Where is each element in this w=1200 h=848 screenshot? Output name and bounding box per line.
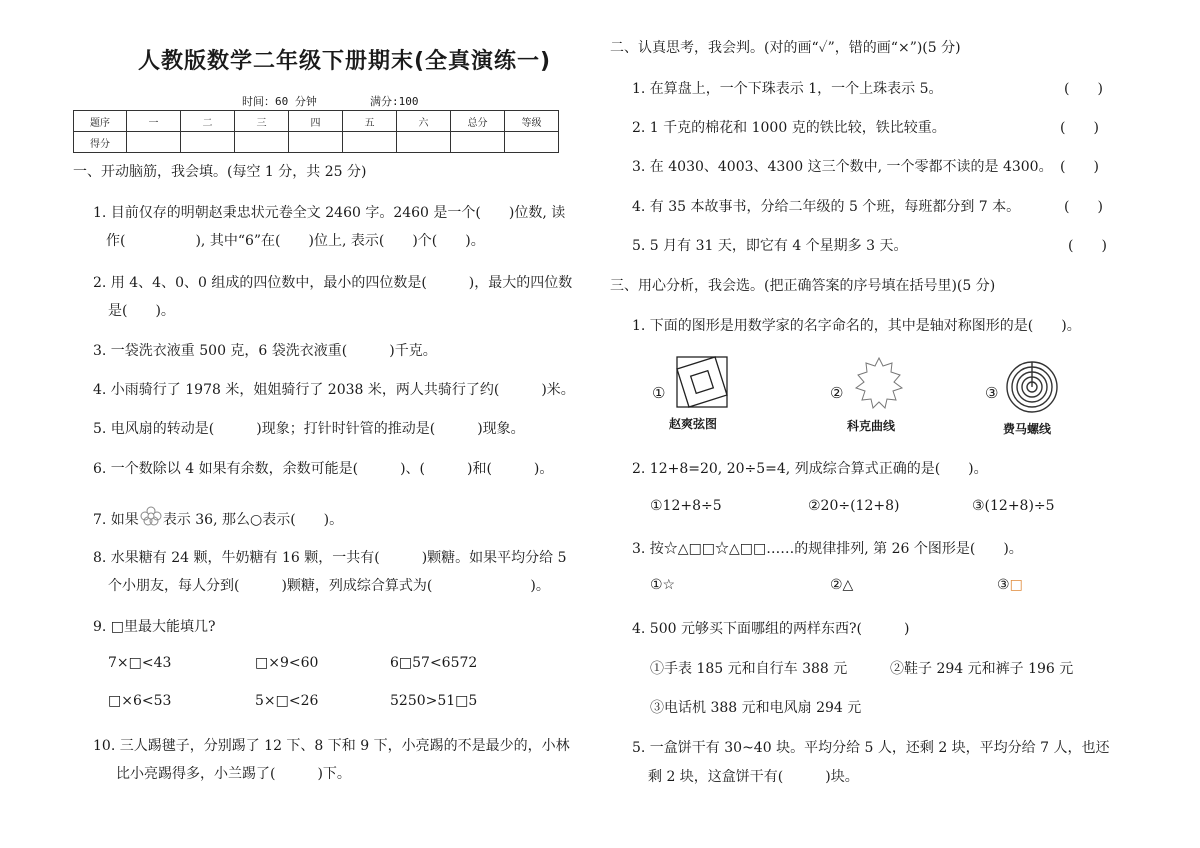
judge-answer-paren[interactable]: ( ) [1064, 199, 1103, 215]
question-6: 6. 一个数除以 4 如果有余数，余数可能是( )、( )和( )。 [93, 461, 554, 477]
choice-3-option[interactable]: ②△ [830, 577, 854, 593]
question-8-line-1: 8. 水果糖有 24 颗，牛奶糖有 16 颗，一共有( )颗糖。如果平均分给 5 [93, 550, 567, 566]
score-input-cell[interactable] [127, 132, 181, 153]
choice-question-4: 4. 500 元够买下面哪组的两样东西?( ) [632, 621, 910, 637]
judge-question-1: 1. 在算盘上，一个下珠表示 1，一个上珠表示 5。 [632, 81, 943, 97]
table-cell: 题序 [74, 111, 127, 132]
question-9-item: 6□57<6572 [390, 655, 478, 671]
question-9-item: 7×□<43 [108, 655, 172, 671]
orange-square-icon: □ [1009, 577, 1023, 593]
question-8-line-2: 个小朋友，每人分到( )颗糖，列成综合算式为( )。 [108, 578, 550, 594]
choice-2-option[interactable]: ②20÷(12+8) [808, 498, 900, 514]
choice-question-2: 2. 12+8=20, 20÷5=4, 列成综合算式正确的是( )。 [632, 461, 988, 477]
table-cell: 二 [181, 111, 235, 132]
score-input-cell[interactable] [343, 132, 397, 153]
judge-question-5: 5. 5 月有 31 天，即它有 4 个星期多 3 天。 [632, 238, 908, 254]
option-number: ③ [985, 384, 999, 402]
zhao-shuang-diagram-icon [675, 355, 729, 413]
choice-question-5-line-2: 剩 2 块，这盒饼干有( )块。 [648, 769, 859, 785]
option-number: ② [830, 384, 844, 402]
choice-4-option[interactable]: ③电话机 388 元和电风扇 294 元 [650, 700, 862, 716]
table-cell: 总分 [451, 111, 505, 132]
judge-answer-paren[interactable]: ( ) [1060, 120, 1099, 136]
judge-answer-paren[interactable]: ( ) [1064, 81, 1103, 97]
score-table [73, 110, 559, 153]
fermat-spiral-icon [1005, 360, 1059, 418]
choice-question-5-line-1: 5. 一盒饼干有 30~40 块。平均分给 5 人，还剩 2 块，平均分给 7 人，也还 [632, 740, 1110, 756]
exam-time: 时间：60 分钟 [242, 95, 317, 108]
question-9-item: □×6<53 [108, 693, 172, 709]
exam-full-score: 满分:100 [370, 95, 419, 108]
section-2-heading: 二、认真思考，我会判。(对的画“✓”，错的画“×”)(5 分) [610, 40, 961, 56]
table-cell: 四 [289, 111, 343, 132]
judge-answer-paren[interactable]: ( ) [1068, 238, 1107, 254]
choice-2-option[interactable]: ③(12+8)÷5 [972, 498, 1055, 514]
score-input-cell[interactable] [181, 132, 235, 153]
choice-2-option[interactable]: ①12+8÷5 [650, 498, 722, 514]
choice-question-3: 3. 按☆△□□☆△□□……的规律排列, 第 26 个图形是( )。 [632, 541, 1023, 557]
figure-label: 科克曲线 [847, 419, 896, 433]
table-cell: 得分 [74, 132, 127, 153]
judge-question-3: 3. 在 4030、4003、4300 这三个数中, 一个零都不读的是 4300。 [632, 159, 1053, 175]
section-1-heading: 一、开动脑筋，我会填。(每空 1 分，共 25 分) [73, 164, 367, 180]
choice-4-option[interactable]: ②鞋子 294 元和裤子 196 元 [890, 661, 1074, 677]
score-input-cell[interactable] [235, 132, 289, 153]
question-9-item: 5×□<26 [255, 693, 319, 709]
table-cell: 三 [235, 111, 289, 132]
koch-curve-icon [850, 355, 908, 417]
page-title: 人教版数学二年级下册期末(全真演练一) [138, 49, 552, 74]
question-2-line-1: 2. 用 4、4、0、0 组成的四位数中，最小的四位数是( )，最大的四位数 [93, 275, 573, 291]
judge-answer-paren[interactable]: ( ) [1060, 159, 1099, 175]
score-input-cell[interactable] [289, 132, 343, 153]
question-3: 3. 一袋洗衣液重 500 克，6 袋洗衣液重( )千克。 [93, 343, 437, 359]
option-number: ① [652, 384, 666, 402]
choice-3-option[interactable] [997, 577, 1023, 593]
question-7-prefix: 7. 如果 [93, 512, 139, 528]
figure-label: 费马螺线 [1003, 422, 1052, 436]
score-table-header-row [74, 111, 559, 132]
question-9-item: 5250>51□5 [390, 693, 478, 709]
question-10-line-2: 比小亮踢得多，小兰踢了( )下。 [116, 766, 351, 782]
question-9-item: □×9<60 [255, 655, 319, 671]
judge-question-4: 4. 有 35 本故事书，分给二年级的 5 个班，每班都分到 7 本。 [632, 199, 1021, 215]
table-cell: 六 [397, 111, 451, 132]
score-table-score-row [74, 132, 559, 153]
table-cell: 五 [343, 111, 397, 132]
judge-question-2: 2. 1 千克的棉花和 1000 克的铁比较，铁比较重。 [632, 120, 946, 136]
score-input-cell[interactable] [505, 132, 559, 153]
question-9: 9. □里最大能填几? [93, 619, 216, 635]
question-1-line-2: 作( ), 其中“6”在( )位上, 表示( )个( )。 [106, 233, 485, 249]
question-10-line-1: 10. 三人踢毽子，分别踢了 12 下、8 下和 9 下，小亮踢的不是最少的，小林 [93, 738, 570, 754]
figure-label: 赵爽弦图 [669, 417, 718, 431]
choice-question-1: 1. 下面的图形是用数学家的名字命名的，其中是轴对称图形的是( )。 [632, 318, 1081, 334]
score-input-cell[interactable] [397, 132, 451, 153]
section-3-heading: 三、用心分析，我会选。(把正确答案的序号填在括号里)(5 分) [610, 278, 996, 294]
question-1-line-1: 1. 目前仅存的明朝赵秉忠状元卷全文 2460 字。2460 是一个( )位数, 读 [93, 205, 566, 221]
table-cell: 等级 [505, 111, 559, 132]
question-5: 5. 电风扇的转动是( )现象；打针时针管的推动是( )现象。 [93, 421, 525, 437]
table-cell: 一 [127, 111, 181, 132]
question-7 [93, 506, 343, 530]
score-input-cell[interactable] [451, 132, 505, 153]
question-4: 4. 小雨骑行了 1978 米，姐姐骑行了 2038 米，两人共骑行了约( )米。 [93, 382, 575, 398]
option-number: ③ [997, 577, 1010, 593]
choice-4-option[interactable]: ①手表 185 元和自行车 388 元 [650, 661, 848, 677]
choice-3-option[interactable]: ①☆ [650, 577, 676, 593]
question-2-line-2: 是( )。 [108, 303, 175, 319]
flower-icon [140, 506, 162, 530]
question-7-suffix: 表示 36, 那么○表示( )。 [162, 512, 344, 528]
